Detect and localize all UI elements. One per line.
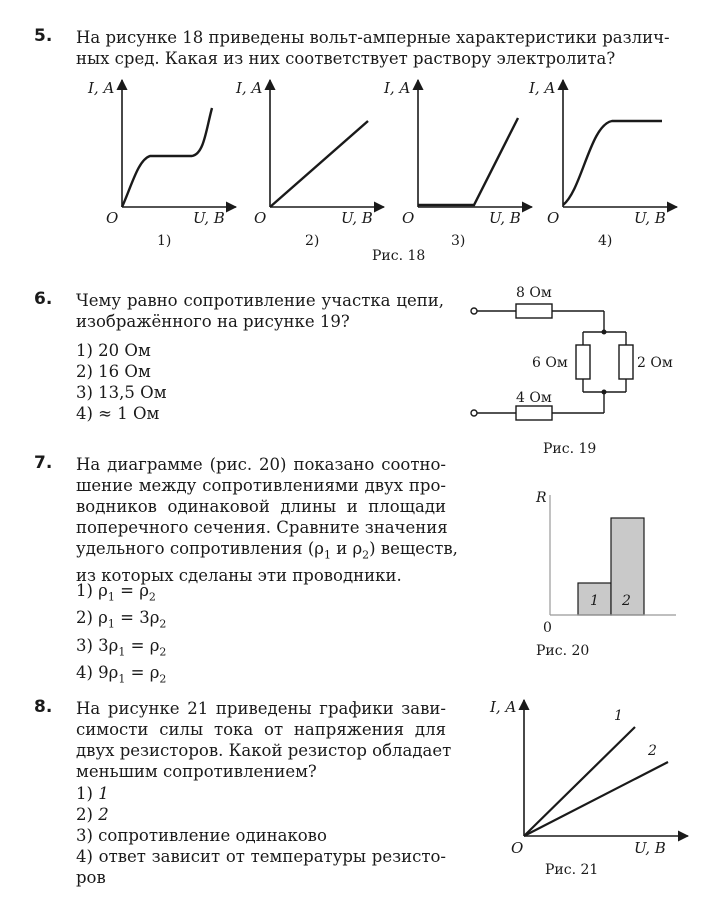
- option: 4) ≈ 1 Ом: [76, 404, 160, 423]
- line-2-label: 2: [648, 743, 657, 759]
- question-8-text: [76, 698, 452, 782]
- option: 3) 13,5 Ом: [76, 383, 167, 402]
- question-7-line: шение между сопротивлениями двух про-: [76, 476, 446, 495]
- graph-2-label: 2): [305, 233, 320, 249]
- resistor-left: [576, 345, 590, 379]
- graph-4-xlabel: U, B: [634, 209, 666, 227]
- question-7-line: удельного сопротивления ($\rho_1$ и $\rho_2$) веществ,: [76, 539, 458, 562]
- question-7-line: из которых сделаны эти проводники.: [76, 566, 402, 586]
- resistor-top-label: 8 Ом: [516, 285, 552, 301]
- graph-2-origin: O: [254, 209, 267, 227]
- option: 3) сопротивление одинаково: [76, 826, 327, 845]
- option: 1) 20 Ом: [76, 341, 151, 360]
- figure-19-caption: Рис. 19: [543, 441, 597, 457]
- figure-21-graph: [480, 690, 700, 860]
- resistor-bottom-label: 4 Ом: [516, 390, 552, 406]
- question-6-options: [76, 340, 167, 424]
- question-6-number: 6.: [34, 289, 53, 309]
- figure-18-caption: Рис. 18: [372, 248, 426, 264]
- question-6-line: Чему равно сопротивление участка цепи,: [76, 291, 444, 310]
- figure-18: [0, 70, 718, 270]
- option: 4) ответ зависит от температуры резисто-: [76, 847, 446, 866]
- graph-2-ylabel: I, A: [236, 79, 263, 97]
- graph-1-label: 1): [157, 233, 172, 249]
- line-1-label: 1: [614, 708, 623, 724]
- diagram-origin: 0: [543, 620, 552, 635]
- question-5-line: ных сред. Какая из них соответствует раствору электролита?: [76, 49, 616, 68]
- bar-2-label: 2: [622, 593, 631, 609]
- line-2: [524, 762, 668, 836]
- graph-3-xlabel: U, B: [489, 209, 521, 227]
- question-8-number: 8.: [34, 697, 53, 717]
- graph-3-origin: O: [402, 209, 415, 227]
- graph-4-ylabel: I, A: [529, 79, 556, 97]
- option: 1) 1: [76, 784, 109, 803]
- figure-20-diagram: [530, 485, 680, 635]
- graph-1-curve: [122, 108, 212, 207]
- graph-1-origin: O: [106, 209, 119, 227]
- line-1: [524, 727, 635, 836]
- figure-20-caption: Рис. 20: [536, 643, 590, 659]
- option: 1) $\rho_1 = \rho_2$: [76, 581, 156, 604]
- question-7-line: На диаграмме (рис. 20) показано соотно-: [76, 455, 446, 474]
- option: 2) 16 Ом: [76, 362, 151, 381]
- question-7-number: 7.: [34, 453, 53, 473]
- graph-3-label: 3): [451, 233, 466, 249]
- question-5-number: 5.: [34, 26, 53, 46]
- question-8-line: меньшим сопротивлением?: [76, 762, 317, 781]
- option: 2) $\rho_1 = 3\rho_2$: [76, 608, 167, 631]
- option: 2) 2: [76, 805, 109, 824]
- figure-19-circuit: [460, 280, 690, 430]
- graph-1-ylabel: I, A: [88, 79, 115, 97]
- question-7-text: [76, 454, 458, 586]
- graph-4-origin: O: [547, 209, 560, 227]
- question-8-line: двух резисторов. Какой резистор обладает: [76, 741, 452, 760]
- resistor-right: [619, 345, 633, 379]
- question-6-line: изображённого на рисунке 19?: [76, 312, 350, 331]
- graph-3-ylabel: I, A: [384, 79, 411, 97]
- graph-4-curve: [563, 121, 662, 205]
- graph-ylabel: I, A: [490, 698, 517, 716]
- option: 4) $9\rho_1 = \rho_2$: [76, 662, 167, 686]
- graph-origin: O: [511, 839, 524, 857]
- diagram-ylabel: R: [536, 490, 547, 506]
- question-7-options: [76, 580, 166, 689]
- figure-21-caption: Рис. 21: [545, 862, 599, 878]
- question-7-line: водников одинаковой длины и площади: [76, 497, 446, 516]
- graph-2-curve: [270, 121, 368, 207]
- option: ров: [76, 868, 106, 887]
- question-6-text: [76, 290, 444, 332]
- question-8-line: На рисунке 21 приведены графики зави-: [76, 699, 446, 718]
- resistor-top: [516, 304, 552, 318]
- option: 3) $3\rho_1 = \rho_2$: [76, 635, 167, 658]
- graph-4-label: 4): [598, 233, 613, 249]
- question-5-text: [76, 27, 668, 69]
- graph-3-curve: [418, 118, 518, 205]
- resistor-bottom: [516, 406, 552, 420]
- graph-1-xlabel: U, B: [193, 209, 225, 227]
- question-7-line: поперечного сечения. Сравните значения: [76, 518, 448, 537]
- question-8-options: [76, 783, 446, 888]
- resistor-left-label: 6 Ом: [532, 355, 568, 371]
- graph-2-xlabel: U, B: [341, 209, 373, 227]
- question-5-line: На рисунке 18 приведены вольт-амперные характеристики различ-: [76, 28, 670, 47]
- bar-1-label: 1: [590, 593, 599, 609]
- graph-xlabel: U, B: [634, 839, 666, 857]
- question-8-line: симости силы тока от напряжения для: [76, 720, 446, 739]
- resistor-right-label: 2 Ом: [637, 355, 673, 371]
